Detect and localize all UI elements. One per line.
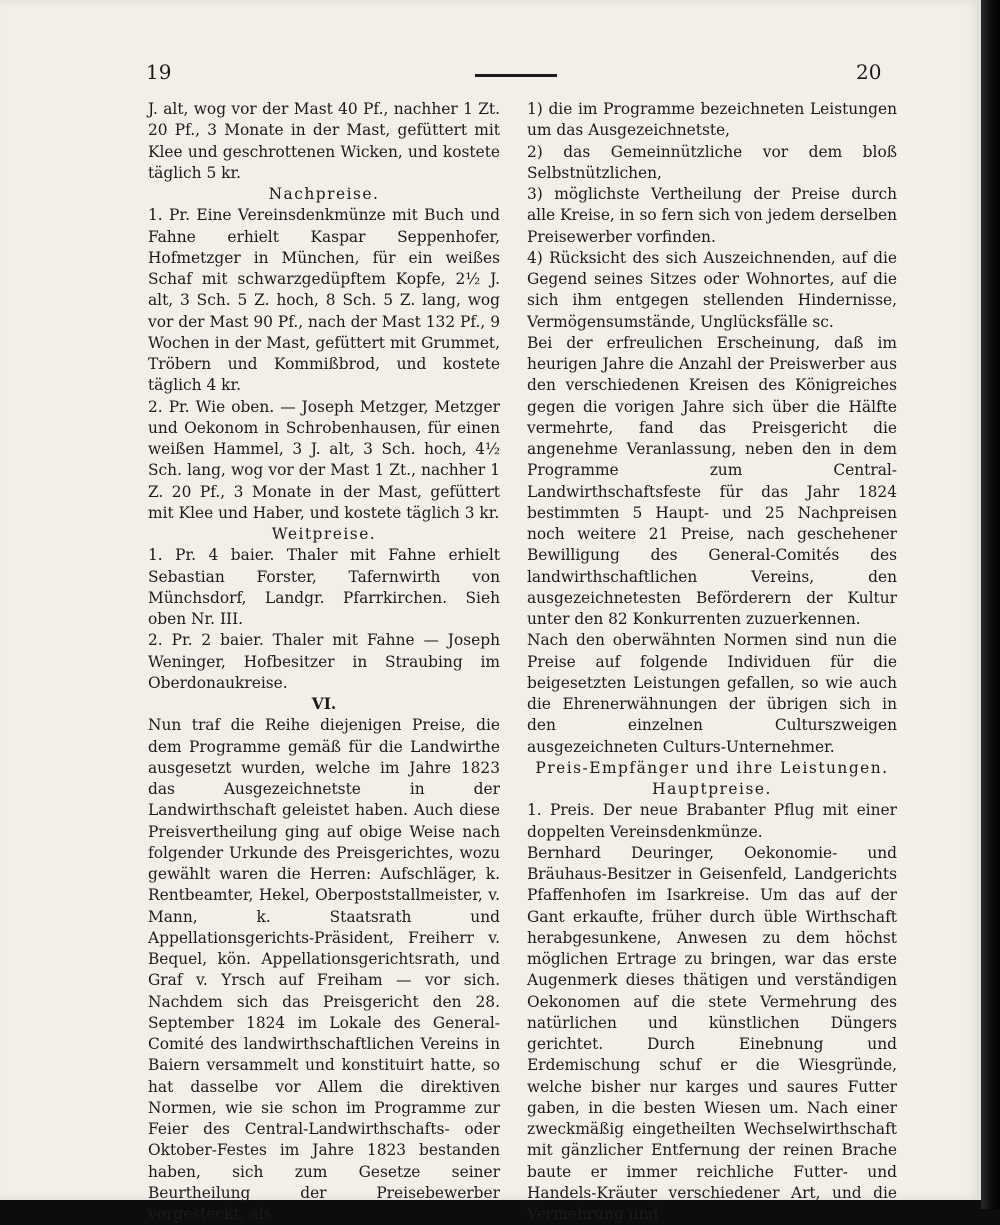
right-column-paragraph: Bei der erfreulichen Erscheinung, daß im heurigen Jahre die Anzahl der Preiswerber aus den verschiedenen Kreisen des Königreiches gegen die vorigen Jahre sich über die Hälfte vermehrte, fand das Preisgericht die angenehme Veranlassung, neben den in dem Programme zum Central-Landwirthschaftsfeste für das Jahr 1824 bestimmten 5 Haupt- und 25 Nachpreisen noch weitere 21 Preise, nach geschehener Bewilligung des General-Comités des landwirthschaftlichen Vereins, den ausgezeichnetesten Beförderern der Kultur unter den 82 Konkurrenten zuzuerkennen. (527, 333, 897, 628)
right-column-heading: Hauptpreise. (652, 780, 772, 798)
page-number-left: 19 (146, 60, 172, 84)
page-number-right: 20 (856, 60, 882, 84)
right-column-paragraph: 2) das Gemeinnützliche vor dem bloß Selbstnützlichen, (527, 142, 897, 182)
left-column-heading: Nachpreise. (268, 185, 380, 203)
left-column-section-number: VI. (311, 695, 337, 713)
right-column-paragraph: 1. Preis. Der neue Brabanter Pflug mit einer doppelten Vereinsdenkmünze. (527, 801, 897, 841)
right-column (527, 99, 897, 1225)
left-column-paragraph: Nun traf die Reihe diejenigen Preise, die dem Programme gemäß für die Landwirthe ausgesetzt wurden, welche im Jahre 1823 das Ausgezeichnetste in der Landwirthschaft geleistet haben. Auch diese Preisvertheilung ging auf obige Weise nach folgender Urkunde des Preisgerichtes, wozu gewählt waren die Herren: Aufschläger, k. Rentbeamter, Hekel, Oberpoststallmeister, v. Mann, k. Staatsrath und Appellationsgerichts-Präsident, Freiherr v. Bequel, kön. Appellationsgerichtsrath, und Graf v. Yrsch auf Freiham — vor sich. Nachdem sich das Preisgericht den 28. September 1824 im Lokale des General-Comité des landwirthschaftlichen Vereins in Baiern versammelt und konstituirt hatte, so hat dasselbe vor Allem die direktiven Normen, wie sie schon im Programme zur Feier des Central-Landwirthschafts- oder Oktober-Festes im Jahre 1823 bestanden haben, sich zum Gesetze seiner Beurtheilung der Preisebewerber vorgesteckt, als (148, 716, 500, 1223)
right-column-paragraph: Nach den oberwähnten Normen sind nun die Preise auf folgende Individuen für die beigesetzten Leistungen gefallen, so wie auch die Ehrenerwähnungen der übrigen sich in den einzelnen Culturszweigen ausgezeichneten Culturs-Unternehmer. (527, 631, 897, 756)
left-column-paragraph: J. alt, wog vor der Mast 40 Pf., nachher 1 Zt. 20 Pf., 3 Monate in der Mast, gefüttert mit Klee und geschrottenen Wicken, und kostete täglich 5 kr. (148, 100, 500, 182)
right-column-paragraph: 4) Rücksicht des sich Auszeichnenden, auf die Gegend seines Sitzes oder Wohnortes, auf die sich ihm entgegen stellenden Hindernisse, Vermögensumstände, Unglücksfälle sc. (527, 248, 897, 331)
scan-edge (981, 0, 1000, 1209)
left-column-heading: Weitpreise. (271, 525, 377, 543)
right-column-paragraph: Bernhard Deuringer, Oekonomie- und Bräuhaus-Besitzer in Geisenfeld, Landgerichts Pfaffenhofen im Isarkreise. Um das auf der Gant erkaufte, früher durch üble Wirthschaft herabgesunkene, Anwesen zu dem höchst möglichen Ertrage zu bringen, war das erste Augenmerk dieses thätigen und verständigen Oekonomen auf die stete Vermehrung des natürlichen und künstlichen Düngers gerichtet. Durch Einebnung und Erdemischung schuf er die Wiesgründe, welche bisher nur karges und saures Futter gaben, in die besten Wiesen um. Nach einer zweckmäßig eingetheilten Wechselwirthschaft mit gänzlicher Entfernung der reinen Brache baute er immer reichliche Futter- und Handels-Kräuter verschiedener Art, und die Vermehrung und (527, 843, 897, 1223)
left-column-paragraph: 1. Pr. Eine Vereinsdenkmünze mit Buch und Fahne erhielt Kaspar Seppenhofer, Hofmetzger in München, für ein weißes Schaf mit schwarzgedüpftem Kopfe, 2½ J. alt, 3 Sch. 5 Z. hoch, 8 Sch. 5 Z. lang, wog vor der Mast 90 Pf., nach der Mast 132 Pf., 9 Wochen in der Mast, gefüttert mit Grummet, Tröbern und Kommißbrod, und kostete täglich 4 kr. (148, 206, 500, 395)
right-column-paragraph: 1) die im Programme bezeichneten Leistungen um das Ausgezeichnetste, (527, 100, 897, 140)
left-column-paragraph: 2. Pr. Wie oben. — Joseph Metzger, Metzger und Oekonom in Schrobenhausen, für einen weißen Hammel, 3 J. alt, 3 Sch. hoch, 4½ Sch. lang, wog vor der Mast 1 Zt., nachher 1 Z. 20 Pf., 3 Monate in der Mast, gefüttert mit Klee und Haber, und kostete täglich 3 kr. (148, 397, 500, 522)
left-column-paragraph: 2. Pr. 2 baier. Thaler mit Fahne — Joseph Weninger, Hofbesitzer in Straubing im Oberdonaukreise. (148, 631, 500, 692)
left-column-paragraph: 1. Pr. 4 baier. Thaler mit Fahne erhielt Sebastian Forster, Tafernwirth von Münchsdorf, Landgr. Pfarrkirchen. Sieh oben Nr. III. (148, 546, 500, 628)
left-column (148, 99, 500, 1225)
page-header (0, 60, 981, 90)
right-column-heading: Preis-Empfänger und ihre Leistungen. (535, 758, 889, 777)
right-column-paragraph: 3) möglichste Vertheilung der Preise durch alle Kreise, in so fern sich von jedem derselben Preisewerber vorfinden. (527, 185, 897, 246)
header-rule (475, 74, 557, 77)
